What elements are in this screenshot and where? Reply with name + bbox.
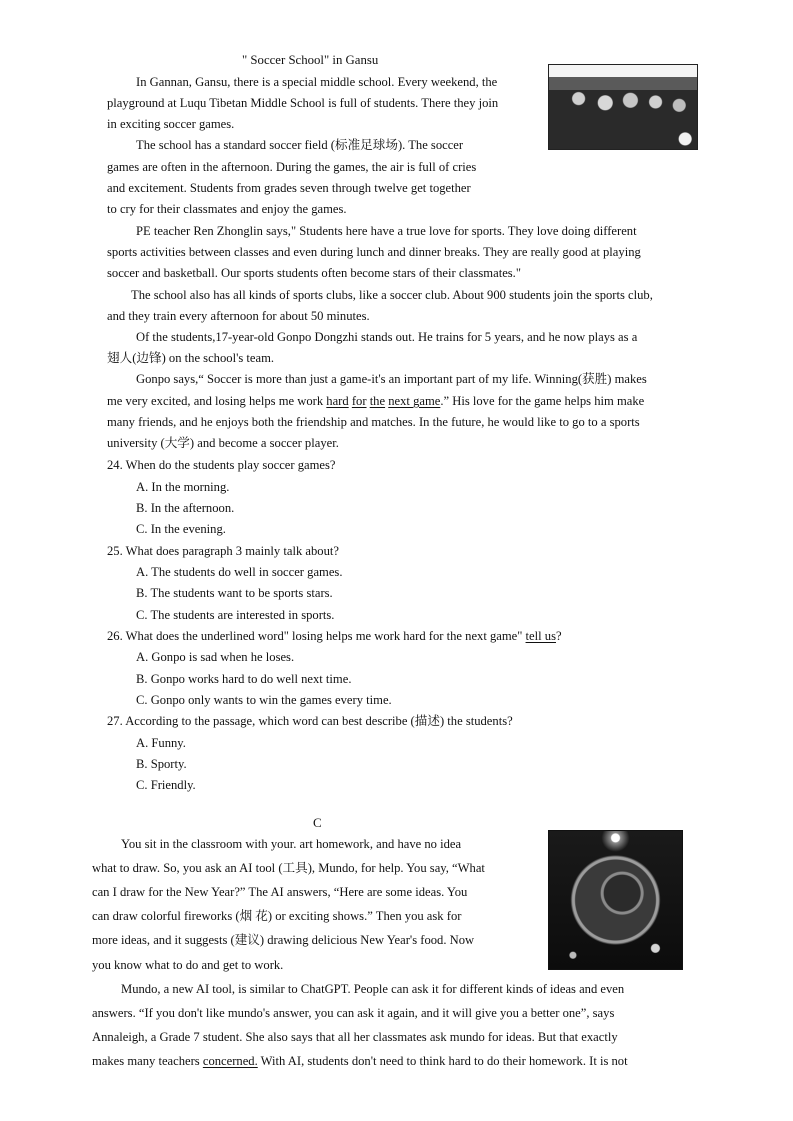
ai-illustration-image — [548, 830, 683, 970]
passage-c-line — [92, 1055, 628, 1068]
underlined-word: concerned. — [202, 1054, 258, 1068]
passage-b-line: in exciting soccer games. — [107, 117, 235, 131]
option-c: C. Gonpo only wants to win the games every time. — [136, 693, 392, 707]
quote-text: me very excited, and losing helps me work — [107, 394, 327, 408]
option-c: C. Friendly. — [136, 778, 196, 792]
passage-c-line: can I draw for the New Year?” The AI answers, “Here are some ideas. You — [92, 885, 468, 899]
passage-b-line: In Gannan, Gansu, there is a special middle school. Every weekend, the — [136, 75, 498, 89]
passage-b-line: many friends, and he enjoys both the friendship and matches. In the future, he would like to go to a sports — [107, 415, 640, 429]
passage-c-line: can draw colorful fireworks (烟 花) or exciting shows.” Then you ask for — [92, 909, 462, 923]
option-b: B. Sporty. — [136, 757, 187, 771]
underlined-phrase: next game — [388, 394, 441, 408]
passage-b-title: " Soccer School" in Gansu — [242, 53, 379, 67]
option-c: C. The students are interested in sports. — [136, 608, 335, 622]
passage-c-line: more ideas, and it suggests (建议) drawing delicious New Year's food. Now — [92, 933, 475, 947]
passage-b-line: and they train every afternoon for about 50 minutes. — [107, 309, 370, 323]
line-text: makes many teachers — [92, 1054, 203, 1068]
option-c: C. In the evening. — [136, 522, 226, 536]
gonpo-quote-line-2 — [107, 395, 644, 408]
section-heading: C — [313, 815, 322, 830]
passage-b-line: Of the students,17-year-old Gonpo Dongzhi stands out. He trains for 5 years, and he now plays as a — [136, 330, 638, 344]
question-mark: ? — [555, 629, 562, 643]
passage-c-line: answers. “If you don't like mundo's answer, you can ask it again, and it will give you a better one”, says — [92, 1006, 615, 1020]
passage-b-line: and excitement. Students from grades seven through twelve get together — [107, 181, 471, 195]
line-text: With AI, students don't need to think hard to do their homework. It is not — [257, 1054, 628, 1068]
question-25: 25. What does paragraph 3 mainly talk about? — [107, 544, 339, 558]
passage-c-line: Mundo, a new AI tool, is similar to ChatGPT. People can ask it for different kinds of ideas and even — [121, 982, 625, 996]
option-b: B. The students want to be sports stars. — [136, 586, 333, 600]
option-a: A. The students do well in soccer games. — [136, 565, 343, 579]
passage-b-line: 翅人(边锋) on the school's team. — [107, 351, 275, 365]
passage-b-line: sports activities between classes and even during lunch and dinner breaks. They are really good at playing — [107, 245, 641, 259]
option-a: A. In the morning. — [136, 480, 230, 494]
quote-text: .” His love for the game helps him make — [440, 394, 645, 408]
underlined-word: hard — [326, 394, 349, 408]
passage-b-line: to cry for their classmates and enjoy the games. — [107, 202, 347, 216]
passage-b-line: PE teacher Ren Zhonglin says," Students here have a true love for sports. They love doing different — [136, 224, 637, 238]
question-stem: 26. What does the underlined word" losing helps me work hard for the next game" — [107, 629, 526, 643]
passage-b-line: The school also has all kinds of sports clubs, like a soccer club. About 900 students join the sports club, — [131, 288, 653, 302]
underlined-word: for — [351, 394, 367, 408]
option-b: B. In the afternoon. — [136, 501, 235, 515]
question-26 — [107, 630, 562, 643]
passage-b-line: playground at Luqu Tibetan Middle School is full of students. There they join — [107, 96, 499, 110]
passage-b-line: games are often in the afternoon. During the games, the air is full of cries — [107, 160, 477, 174]
passage-b-line: university (大学) and become a soccer player. — [107, 436, 339, 450]
soccer-students-photo — [548, 64, 698, 150]
underlined-word: the — [369, 394, 386, 408]
passage-b-line: soccer and basketball. Our sports students often become stars of their classmates." — [107, 266, 521, 280]
option-a: A. Funny. — [136, 736, 186, 750]
passage-c-line: You sit in the classroom with your. art homework, and have no idea — [121, 837, 462, 851]
passage-c-line: what to draw. So, you ask an AI tool (工具), Mundo, for help. You say, “What — [92, 861, 485, 875]
gonpo-quote-line: Gonpo says,“ Soccer is more than just a game-it's an important part of my life. Winning(获胜) makes — [136, 372, 647, 386]
passage-b-line: The school has a standard soccer field (标准足球场). The soccer — [136, 138, 464, 152]
option-a: A. Gonpo is sad when he loses. — [136, 650, 295, 664]
underlined-phrase: tell us — [525, 629, 556, 643]
passage-c-line: you know what to do and get to work. — [92, 958, 284, 972]
passage-c-line: Annaleigh, a Grade 7 student. She also says that all her classmates ask mundo for ideas. But that exactly — [92, 1030, 618, 1044]
question-27: 27. According to the passage, which word can best describe (描述) the students? — [107, 714, 513, 728]
question-24: 24. When do the students play soccer games? — [107, 458, 336, 472]
option-b: B. Gonpo works hard to do well next time. — [136, 672, 352, 686]
